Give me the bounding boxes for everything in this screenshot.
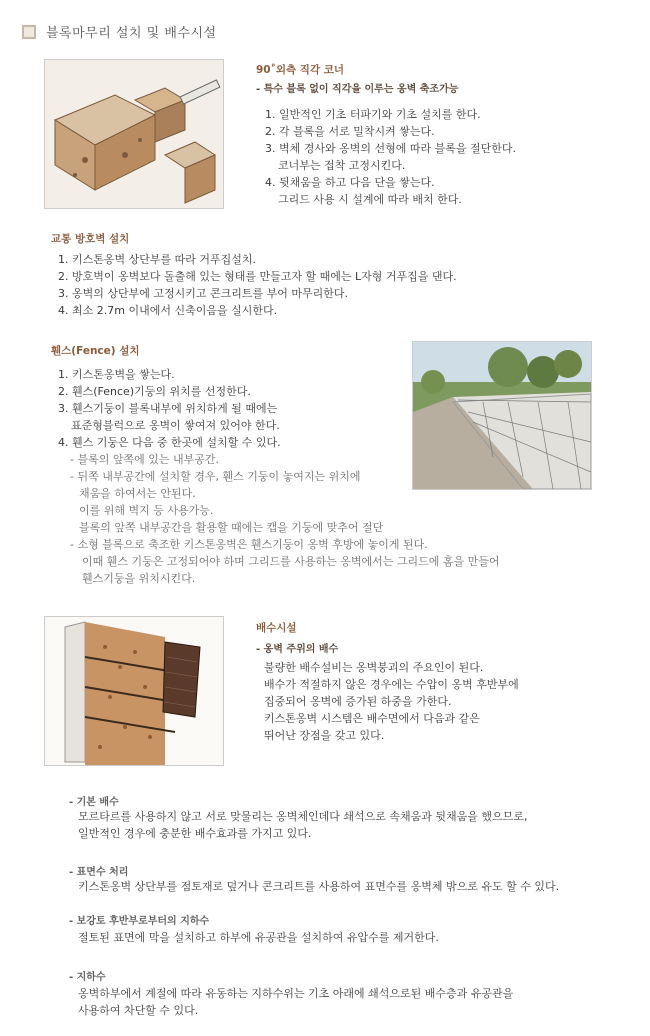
paragraph-line: 키스톤옹벽 시스템은 배수면에서 다음과 같은	[264, 712, 480, 725]
list-item: 코너부는 접착 고정시킨다.	[278, 159, 406, 172]
list-item: 3. 벽체 경사와 옹벽의 선형에 따라 블록을 절단한다.	[265, 142, 516, 155]
drainage-item-body	[78, 808, 527, 842]
drainage-item-title: - 보강토 후반부로부터의 지하수	[69, 916, 210, 927]
drainage-subtitle: - 옹벽 주위의 배수	[256, 644, 339, 655]
list-item: 2. 방호벽이 옹벽보다 돌출해 있는 형태를 만들고자 할 때에는 L자형 거푸집을 댄다.	[58, 270, 457, 283]
square-bullet-icon	[22, 25, 36, 39]
paragraph-line: 옹벽하부에서 계절에 따라 유동하는 지하수위는 기초 아래에 쇄석으로된 배수층과 유공관을	[78, 987, 514, 1000]
drainage-intro	[264, 659, 519, 744]
fence-photo	[412, 341, 592, 490]
list-item: 이때 휀스 기둥은 고정되어야 하며 그리드를 사용하는 옹벽에서는 그리드에 홈을 만들어	[82, 555, 500, 568]
fence-title: 휀스(Fence) 설치	[51, 345, 140, 357]
corner-title: 90˚외측 직각 코너	[256, 64, 345, 76]
drainage-item-body	[78, 985, 513, 1019]
list-item: - 소형 블록으로 축조한 키스톤옹벽은 휀스기둥이 옹벽 후방에 놓이게 된다.	[70, 538, 428, 551]
drainage-illustration	[44, 616, 224, 766]
drainage-item-title: - 표면수 처리	[69, 867, 129, 878]
traffic-steps	[58, 251, 457, 319]
paragraph-line: 집중되어 옹벽에 증가된 하중을 가한다.	[264, 695, 452, 708]
paragraph-line: 모르타르를 사용하지 않고 서로 맞물리는 옹벽체인데다 쇄석으로 속채움과 뒷채움을 했으므로,	[78, 810, 528, 823]
drainage-item-body	[78, 929, 439, 946]
paragraph-line: 절토된 표면에 막을 설치하고 하부에 유공관을 설치하여 유압수를 제거한다.	[78, 931, 439, 944]
list-item: 3. 휀스기둥이 블록내부에 위치하게 될 때에는	[58, 402, 278, 415]
corner-subtitle: - 특수 블록 없이 직각을 이루는 옹벽 축조가능	[256, 84, 459, 95]
list-item: 1. 키스톤옹벽 상단부를 따라 거푸집설치.	[58, 253, 256, 266]
list-item: 2. 각 블록을 서로 밀착시켜 쌓는다.	[265, 125, 435, 138]
list-item: 그리드 사용 시 설계에 따라 배치 한다.	[278, 193, 462, 206]
paragraph-line: 사용하여 차단할 수 있다.	[78, 1004, 199, 1017]
list-item: 4. 뒷채움을 하고 다음 단을 쌓는다.	[265, 176, 435, 189]
list-item: 이를 위해 벽지 등 사용가능.	[79, 504, 214, 517]
corner-steps	[265, 106, 516, 208]
paragraph-line: 키스톤옹벽 상단부를 점토재로 덮거나 콘크리트를 사용하여 표면수를 옹벽체 밖으로 유도 할 수 있다.	[78, 880, 560, 893]
list-item: 표준형블럭으로 옹벽이 쌓여져 있어야 한다.	[71, 419, 280, 432]
paragraph-line: 일반적인 경우에 충분한 배수효과를 가지고 있다.	[78, 827, 312, 840]
list-item: 4. 최소 2.7m 이내에서 신축이음을 실시한다.	[58, 304, 278, 317]
drainage-item-body	[78, 878, 559, 895]
corner-illustration	[44, 59, 224, 209]
drainage-item-title: - 기본 배수	[69, 797, 119, 808]
paragraph-line: 불량한 배수설비는 옹벽붕괴의 주요인이 된다.	[264, 661, 484, 674]
list-item: - 뒤쪽 내부공간에 설치할 경우, 휀스 기둥이 놓여지는 위치에	[70, 470, 361, 483]
page-title: 블록마무리 설치 및 배수시설	[46, 26, 217, 41]
paragraph-line: 뛰어난 장점을 갖고 있다.	[264, 729, 385, 742]
list-item: 채움을 하여서는 안된다.	[79, 487, 196, 500]
drainage-title: 배수시설	[256, 622, 297, 634]
list-item: - 블록의 앞쪽에 있는 내부공간.	[70, 453, 219, 466]
list-item: 1. 키스톤옹벽을 쌓는다.	[58, 368, 175, 381]
list-item: 4. 휀스 기둥은 다음 중 한곳에 설치할 수 있다.	[58, 436, 281, 449]
page-header	[22, 22, 217, 41]
traffic-title: 교통 방호벽 설치	[51, 233, 130, 245]
drainage-item-title: - 지하수	[69, 972, 106, 983]
list-item: 휀스기둥을 위치시킨다.	[82, 572, 196, 585]
list-item: 2. 휀스(Fence)기둥의 위치를 선정한다.	[58, 385, 251, 398]
list-item: 블록의 앞쪽 내부공간을 활용할 때에는 캡을 기둥에 맞추어 절단	[79, 521, 384, 534]
paragraph-line: 배수가 적절하지 않은 경우에는 수압이 옹벽 후반부에	[264, 678, 519, 691]
list-item: 3. 옹벽의 상단부에 고정시키고 콘크리트를 부어 마무리한다.	[58, 287, 348, 300]
list-item: 1. 일반적인 기초 터파기와 기초 설치를 한다.	[265, 108, 481, 121]
